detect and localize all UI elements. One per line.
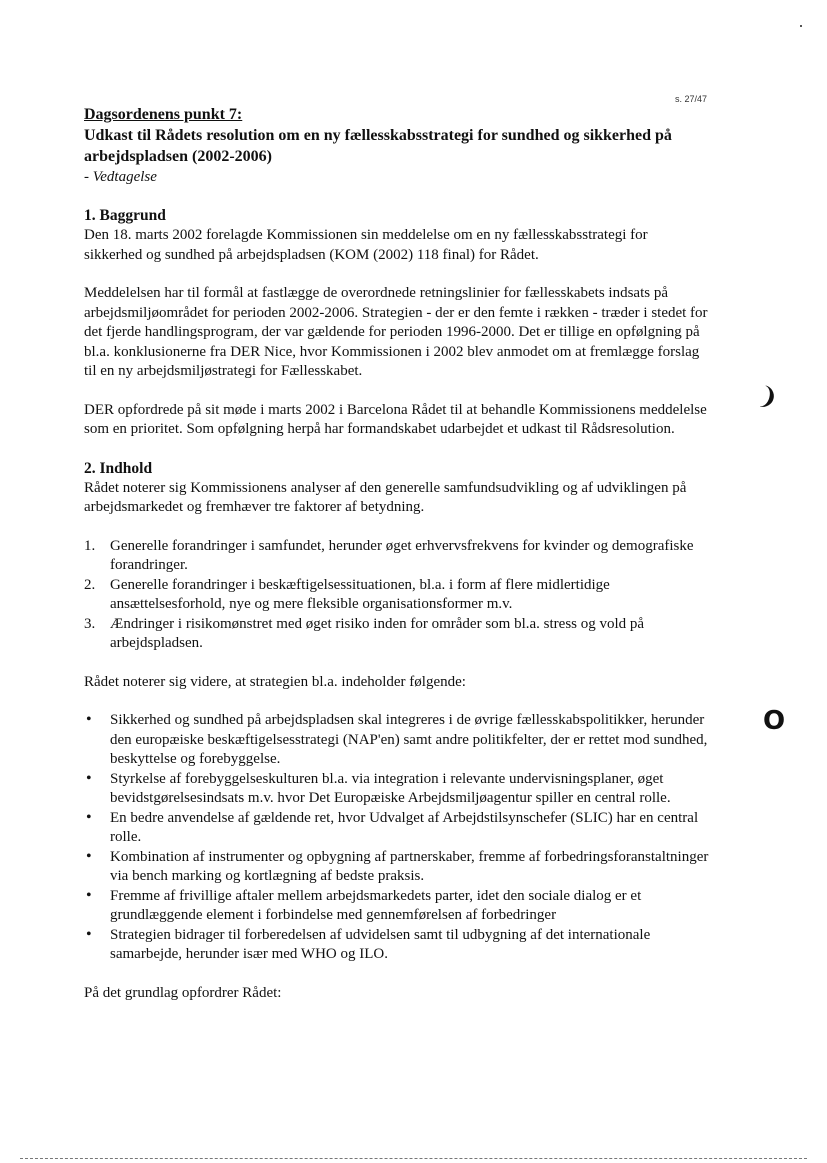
document-subtitle: - Vedtagelse (84, 169, 157, 185)
bullet-icon: • (86, 886, 92, 904)
list-item-text: Ændringer i risikomønstret med øget risiko inden for områder som bl.a. stress og vold på arbejdspladsen. (110, 615, 645, 651)
background-paragraph-3: DER opfordrede på sit møde i marts 2002 i Barcelona Rådet til at behandle Kommissionens meddelelse som en prioritet. Som opfølgning herpå har formandskabet udarbejdet et udkast til Rådsresolution. (84, 401, 707, 437)
bullet-icon: • (86, 925, 92, 943)
list-item-text: Generelle forandringer i samfundet, herunder øget erhvervsfrekvens for kvinder og demografiske forandringer. (110, 537, 694, 573)
list-item-text: Generelle forandringer i beskæftigelsessituationen, bl.a. i form af flere midlertidige ansættelsesforhold, nye og mere fleksible organisationsformer m.v. (110, 576, 610, 612)
list-item-text: En bedre anvendelse af gældende ret, hvor Udvalget af Arbejdstilsynschefer (SLIC) har en central rolle. (110, 809, 699, 845)
list-item (84, 711, 709, 770)
strategy-point-list (84, 711, 709, 965)
ring-mark-icon: O (763, 706, 786, 736)
background-paragraph-1: Den 18. marts 2002 forelagde Kommissionen sin meddelelse om en ny fællesskabsstrategi for sikkerhed og sundhed på arbejdspladsen (KOM (2002) 118 final) for Rådet. (84, 227, 648, 263)
list-number: 2. (84, 576, 96, 593)
content-intro: Rådet noterer sig Kommissionens analyser af den generelle samfundsudvikling og af udviklingen på arbejdsmarkedet og fremhæver tre faktorer af betydning. (84, 479, 687, 515)
bullet-icon: • (86, 808, 92, 826)
list-number: 1. (84, 537, 96, 554)
list-item (84, 770, 709, 809)
list-item-text: Styrkelse af forebyggelseskulturen bl.a. via integration i relevante undervisningsplaner, øget bevidstgørelsesindsats m.v. hvor Det Europæiske Arbejdsmiljøagentur spiller en central rolle. (110, 770, 671, 806)
section-heading-background: 1. Baggrund (84, 207, 166, 224)
background-paragraph-2: Meddelelsen har til formål at fastlægge de overordnede retningslinier for fællesskabets indsats på arbejdsmiljøområdet for perioden 2002-2006. Strategien - der er den femte i rækken - træder i stedet for det fjerde handlingsprogram, der var gældende for perioden 1996-2000. Det er tillige en opfølgning på bl.a. konklusionerne fra DER Nice, hvor Kommissionen i 2002 blev anmodet om at fremlægge forslag til en ny arbejdsmiljøstrategi for Fællesskabet. (84, 285, 708, 379)
scan-speck (800, 25, 802, 27)
list-number: 3. (84, 615, 96, 632)
list-item-text: Kombination af instrumenter og opbygning af partnerskaber, fremme af forbedringsforanstaltninger via bench marking og kortlægning af bedste praksis. (110, 848, 709, 884)
document-title: Udkast til Rådets resolution om en ny fællesskabsstrategi for sundhed og sikkerhed på arbejdspladsen (2002-2006) (84, 127, 672, 165)
list-item (84, 926, 709, 965)
bullet-icon: • (86, 769, 92, 787)
hole-punch-mark-icon: ❩ (754, 380, 782, 414)
closing-line: På det grundlag opfordrer Rådet: (84, 984, 282, 1001)
bullet-icon: • (86, 711, 92, 728)
agenda-item-label: Dagsordenens punkt 7: (84, 106, 243, 123)
list-item (84, 576, 709, 615)
section-heading-content: 2. Indhold (84, 459, 153, 477)
strategy-intro: Rådet noterer sig videre, at strategien bl.a. indeholder følgende: (84, 673, 466, 690)
list-item-text: Fremme af frivillige aftaler mellem arbejdsmarkedets parter, idet den sociale dialog er et grundlæggende element i forbindelse med gennemførelsen af forbedringer (110, 887, 642, 923)
factor-list (84, 537, 709, 654)
page-edge-line (20, 1158, 807, 1160)
bullet-icon: • (86, 847, 92, 865)
list-item (84, 537, 709, 576)
list-item (84, 809, 709, 848)
document-body (84, 105, 709, 1003)
list-item (84, 887, 709, 926)
list-item-text: Strategien bidrager til forberedelsen af udvidelsen samt til udbygning af det internationale samarbejde, herunder især med WHO og ILO. (110, 926, 651, 962)
page-number: s. 27/47 (675, 94, 708, 104)
list-item (84, 615, 709, 654)
list-item (84, 848, 709, 887)
list-item-text: Sikkerhed og sundhed på arbejdspladsen skal integreres i de øvrige fællesskabspolitikker, herunder den europæiske beskæftigelsesstrategi (NAP'en) samt andre politikfelter, der er rettet mod sundhed, beskyttelse og forebyggelse. (110, 712, 708, 767)
